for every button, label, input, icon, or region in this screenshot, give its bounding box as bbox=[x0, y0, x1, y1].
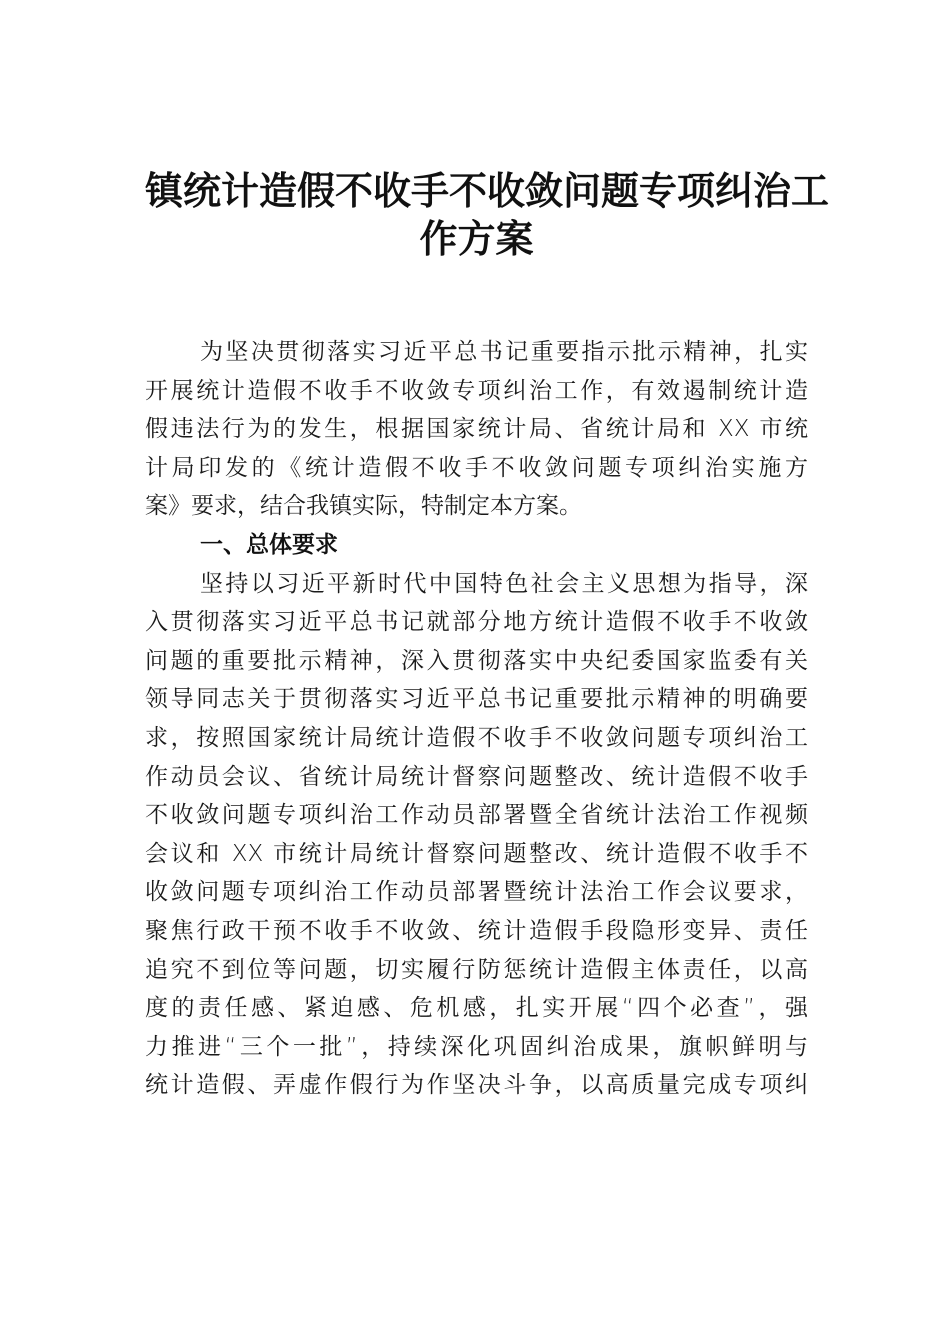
general-requirements-paragraph bbox=[145, 565, 808, 1105]
paragraph-line: 不收敛问题专项纠治工作动员部署暨全省统计法治工作视频 bbox=[145, 802, 808, 829]
paragraph-line: 为坚决贯彻落实习近平总书记重要指示批示精神，扎实 bbox=[200, 339, 808, 365]
document-title-line-1: 镇统计造假不收手不收敛问题专项纠治工 bbox=[145, 168, 830, 213]
section-heading: 一、总体要求 bbox=[200, 531, 338, 558]
paragraph-line: 求，按照国家统计局统计造假不收手不收敛问题专项纠治工 bbox=[145, 724, 808, 751]
paragraph-line: 案》要求，结合我镇实际，特制定本方案。 bbox=[145, 493, 582, 520]
paragraph-line: 开展统计造假不收手不收敛专项纠治工作，有效遏制统计造 bbox=[145, 377, 808, 404]
paragraph-line: 问题的重要批示精神，深入贯彻落实中央纪委国家监委有关 bbox=[145, 647, 808, 674]
document-body bbox=[145, 333, 808, 1105]
intro-paragraph bbox=[145, 333, 808, 526]
paragraph-line: 作动员会议、省统计局统计督察问题整改、统计造假不收手 bbox=[145, 763, 808, 790]
paragraph-line: 领导同志关于贯彻落实习近平总书记重要批示精神的明确要 bbox=[145, 686, 808, 713]
paragraph-line: 坚持以习近平新时代中国特色社会主义思想为指导，深 bbox=[200, 570, 808, 597]
paragraph-line: 追究不到位等问题，切实履行防惩统计造假主体责任，以高 bbox=[145, 956, 808, 983]
paragraph-line: 假违法行为的发生，根据国家统计局、省统计局和 XX 市统 bbox=[145, 416, 808, 443]
paragraph-line: 聚焦行政干预不收手不收敛、统计造假手段隐形变异、责任 bbox=[145, 917, 808, 944]
paragraph-line: 统计造假、弄虚作假行为作坚决斗争，以高质量完成专项纠 bbox=[145, 1072, 808, 1099]
paragraph-line: 会议和 XX 市统计局统计督察问题整改、统计造假不收手不 bbox=[145, 840, 808, 867]
paragraph-line: 度的责任感、紧迫感、危机感，扎实开展“四个必查”，强 bbox=[145, 995, 808, 1022]
document-title-line-2: 作方案 bbox=[419, 216, 534, 261]
paragraph-line: 力推进“三个一批”，持续深化巩固纠治成果，旗帜鲜明与 bbox=[145, 1033, 808, 1060]
paragraph-line: 计局印发的《统计造假不收手不收敛问题专项纠治实施方 bbox=[145, 454, 808, 481]
paragraph-line: 入贯彻落实习近平总书记就部分地方统计造假不收手不收敛 bbox=[145, 609, 808, 636]
paragraph-line: 收敛问题专项纠治工作动员部署暨统计法治工作会议要求， bbox=[145, 879, 808, 906]
